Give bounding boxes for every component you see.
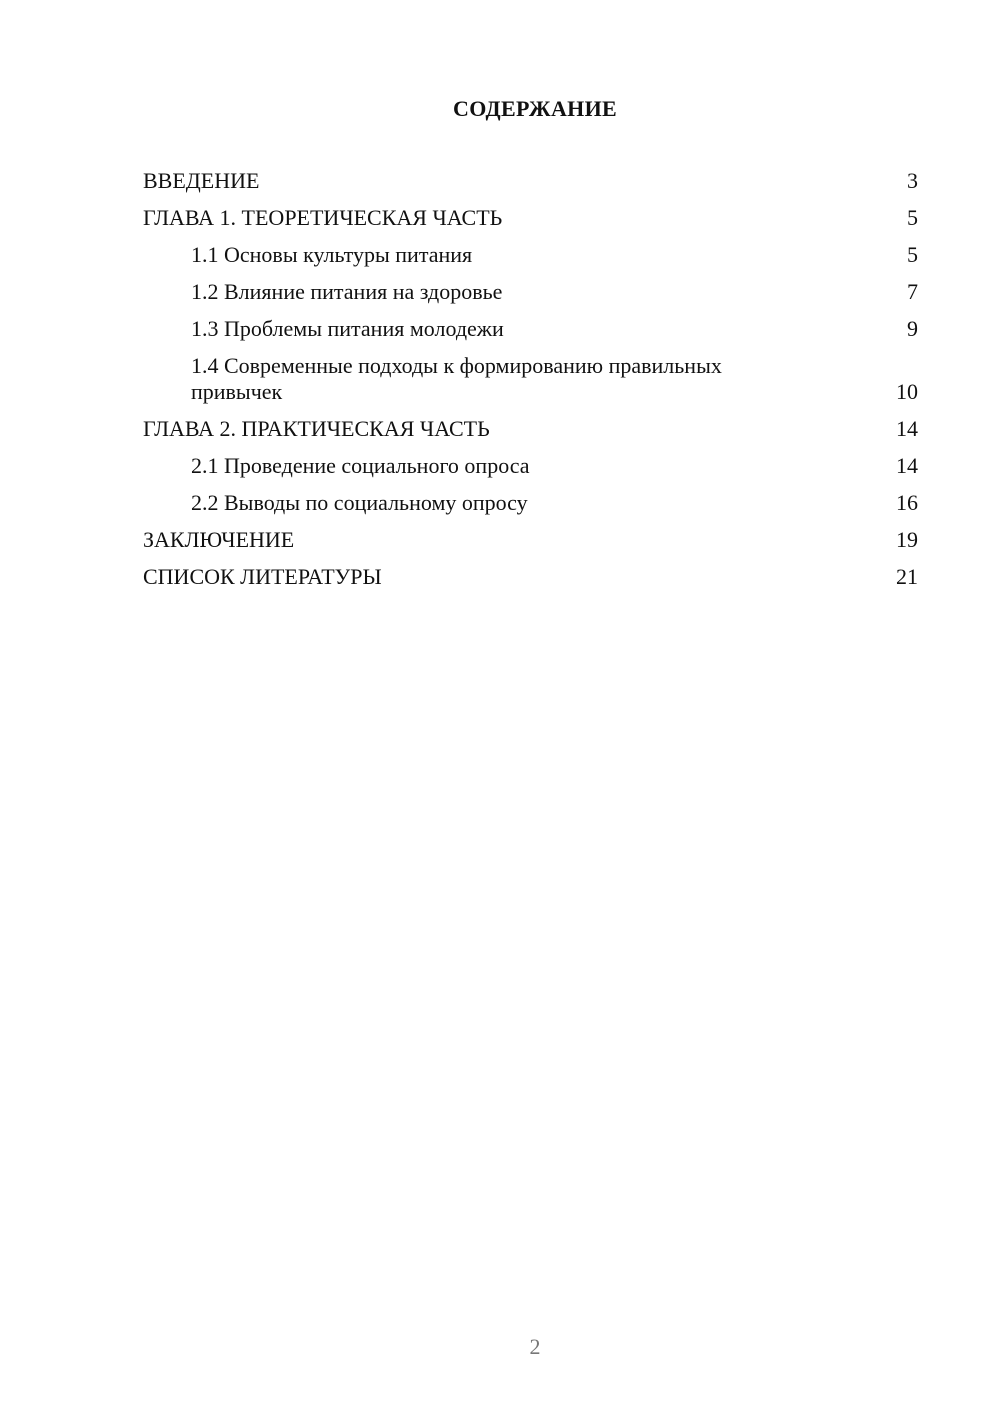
toc-entry-page: 14 (896, 453, 918, 478)
toc-entry-label: 1.2 Влияние питания на здоровье (191, 279, 503, 304)
toc-entry-page: 19 (896, 527, 918, 552)
toc-entry-label: 2.1 Проведение социального опроса (191, 453, 530, 478)
toc-entry-label: 1.4 Современные подходы к формированию правильных привычек (191, 353, 722, 404)
toc-entry-introduction[interactable] (143, 168, 918, 194)
toc-entry-page: 10 (896, 379, 918, 404)
toc-entry-page: 21 (896, 564, 918, 589)
toc-entry-section-1-3[interactable] (143, 316, 918, 342)
toc-entry-bibliography[interactable] (143, 564, 918, 590)
toc-entry-section-2-1[interactable] (143, 453, 918, 479)
toc-entry-label: СПИСОК ЛИТЕРАТУРЫ (143, 564, 382, 589)
toc-entry-page: 9 (907, 316, 918, 341)
toc-entry-label: ЗАКЛЮЧЕНИЕ (143, 527, 295, 552)
toc-entry-label: 1.3 Проблемы питания молодежи (191, 316, 504, 341)
page-title: СОДЕРЖАНИЕ (453, 96, 617, 121)
toc-entry-label: 1.1 Основы культуры питания (191, 242, 473, 267)
toc-entry-label: 2.2 Выводы по социальному опросу (191, 490, 528, 515)
toc-entry-page: 5 (907, 205, 918, 230)
toc-entry-label: ГЛАВА 2. ПРАКТИЧЕСКАЯ ЧАСТЬ (143, 416, 490, 441)
toc-entry-section-1-1[interactable] (143, 242, 918, 268)
page-number: 2 (529, 1334, 541, 1359)
toc-entry-section-1-2[interactable] (143, 279, 918, 305)
table-of-contents (143, 168, 918, 601)
toc-entry-label: ГЛАВА 1. ТЕОРЕТИЧЕСКАЯ ЧАСТЬ (143, 205, 503, 230)
toc-entry-chapter-2[interactable] (143, 416, 918, 442)
toc-entry-page: 5 (907, 242, 918, 267)
toc-entry-page: 14 (896, 416, 918, 441)
toc-entry-chapter-1[interactable] (143, 205, 918, 231)
toc-entry-section-2-2[interactable] (143, 490, 918, 516)
toc-entry-page: 16 (896, 490, 918, 515)
toc-entry-page: 7 (907, 279, 918, 304)
toc-entry-conclusion[interactable] (143, 527, 918, 553)
toc-entry-label: ВВЕДЕНИЕ (143, 168, 260, 193)
toc-entry-section-1-4[interactable] (143, 353, 918, 405)
toc-entry-page: 3 (907, 168, 918, 193)
